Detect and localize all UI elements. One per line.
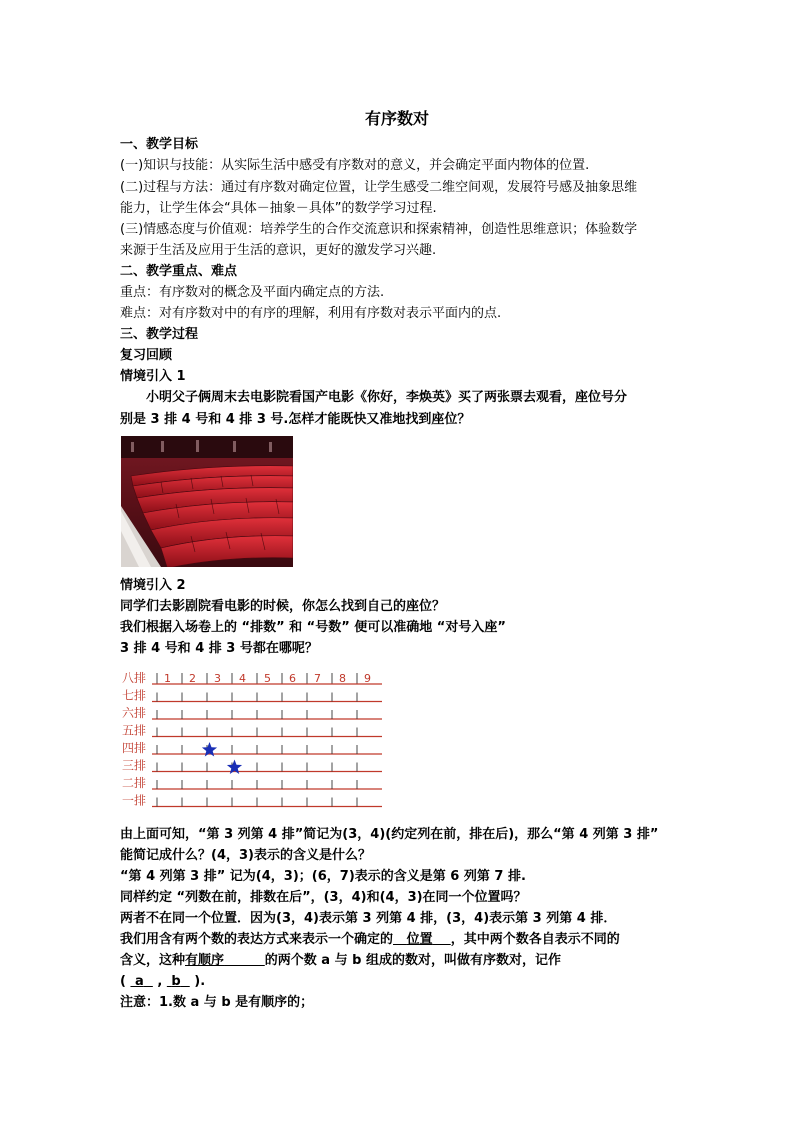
scene2-heading: 情境引入 2 — [120, 578, 186, 593]
row-label: 二排 — [122, 776, 147, 790]
scene1-heading: 情境引入 1 — [120, 369, 186, 384]
paragraph-explanation: 两者不在同一个位置．因为(3，4)表示第 3 列第 4 排，(3，4)表示第 3 列第 4 排． — [120, 911, 617, 926]
paragraph-notation-line2: 能简记成什么？(4，3)表示的含义是什么？ — [120, 848, 371, 863]
blank-a: a — [135, 974, 144, 989]
definition-blank-position: 位置 — [406, 932, 433, 947]
definition-text-d: 的两个数 a 与 b 组成的数对，叫做有序数对，记作 — [264, 953, 561, 968]
definition-blank-order: 有顺序 — [185, 953, 225, 968]
paragraph-definition-line2 — [120, 952, 680, 970]
row-label: 三排 — [122, 758, 147, 773]
objective-knowledge: (一)知识与技能：从实际生活中感受有序数对的意义，并会确定平面内物体的位置. — [120, 158, 590, 173]
definition-text-a: 我们用含有两个数的表达方式来表示一个确定的 — [120, 932, 394, 947]
paragraph-notation-line1: 由上面可知，“第 3 列第 4 排”简记为(3，4)(约定列在前，排在后)，那么“第 4 列第 3 排” — [120, 827, 659, 842]
objective-process-line2: 能力，让学生体会“具体－抽象－具体”的数学学习过程. — [120, 201, 437, 216]
scene2-text-line1: 同学们去影剧院看电影的时候，你怎么找到自己的座位？ — [120, 599, 446, 614]
section-heading-keypoints: 二、教学重点、难点 — [120, 264, 238, 279]
review-heading: 复习回顾 — [120, 348, 173, 363]
column-label: 3 — [214, 672, 221, 685]
keypoint-difficulty: 难点：对有序数对中的有序的理解，利用有序数对表示平面内的点. — [120, 306, 502, 321]
definition-text-c: 含义，这种 — [120, 953, 186, 968]
note-line: 注意：1.数 a 与 b 是有顺序的； — [120, 995, 314, 1010]
paragraph-question: 同样约定 “列数在前，排数在后”，(3，4)和(4，3)在同一个位置吗？ — [120, 890, 527, 905]
row-label: 五排 — [122, 723, 147, 738]
row-label: 六排 — [122, 706, 147, 720]
seat-grid-diagram — [120, 668, 390, 816]
objective-process-line1: (二)过程与方法：通过有序数对确定位置，让学生感受二维空间观，发展符号感及抽象思维 — [120, 180, 638, 195]
column-label: 9 — [364, 672, 371, 685]
row-label: 一排 — [122, 793, 147, 808]
column-label: 5 — [264, 672, 271, 685]
paragraph-notation-form: ( a , b ). — [120, 974, 206, 989]
paragraph-definition-line1 — [120, 931, 680, 949]
scene1-text-line2: 别是 3 排 4 号和 4 排 3 号.怎样才能既快又准地找到座位？ — [120, 412, 471, 427]
column-label: 8 — [339, 672, 346, 685]
row-label: 四排 — [122, 741, 147, 755]
objective-attitude-line1: (三)情感态度与价值观：培养学生的合作交流意识和探索精神，创造性思维意识；体验数学 — [120, 222, 638, 237]
objective-attitude-line2: 来源于生活及应用于生活的意识，更好的激发学习兴趣. — [120, 243, 437, 258]
definition-text-b: ，其中两个数各自表示不同的 — [450, 932, 620, 947]
cinema-seats-photo — [121, 436, 293, 567]
keypoint-focus: 重点：有序数对的概念及平面内确定点的方法. — [120, 285, 385, 300]
column-label: 7 — [314, 672, 321, 685]
row-label: 七排 — [122, 688, 147, 703]
section-heading-process: 三、教学过程 — [120, 327, 199, 342]
column-label: 2 — [189, 672, 196, 685]
column-label: 4 — [239, 672, 246, 685]
section-heading-objectives: 一、教学目标 — [120, 137, 199, 152]
scene2-text-line2: 我们根据入场卷上的 “排数” 和 “号数” 便可以准确地 “对号入座” — [120, 620, 506, 635]
scene1-text-line1: 小明父子俩周末去电影院看国产电影《你好，李焕英》买了两张票去观看，座位号分 — [146, 390, 628, 405]
column-label: 1 — [164, 672, 171, 685]
column-label: 6 — [289, 672, 296, 685]
row-label: 八排 — [122, 671, 147, 685]
scene2-text-line3: 3 排 4 号和 4 排 3 号都在哪呢？ — [120, 641, 318, 656]
paragraph-answer: “第 4 列第 3 排” 记为(4，3)；(6，7)表示的含义是第 6 列第 7 排. — [120, 869, 526, 884]
page-title: 有序数对 — [364, 109, 429, 128]
blank-b: b — [171, 974, 181, 989]
